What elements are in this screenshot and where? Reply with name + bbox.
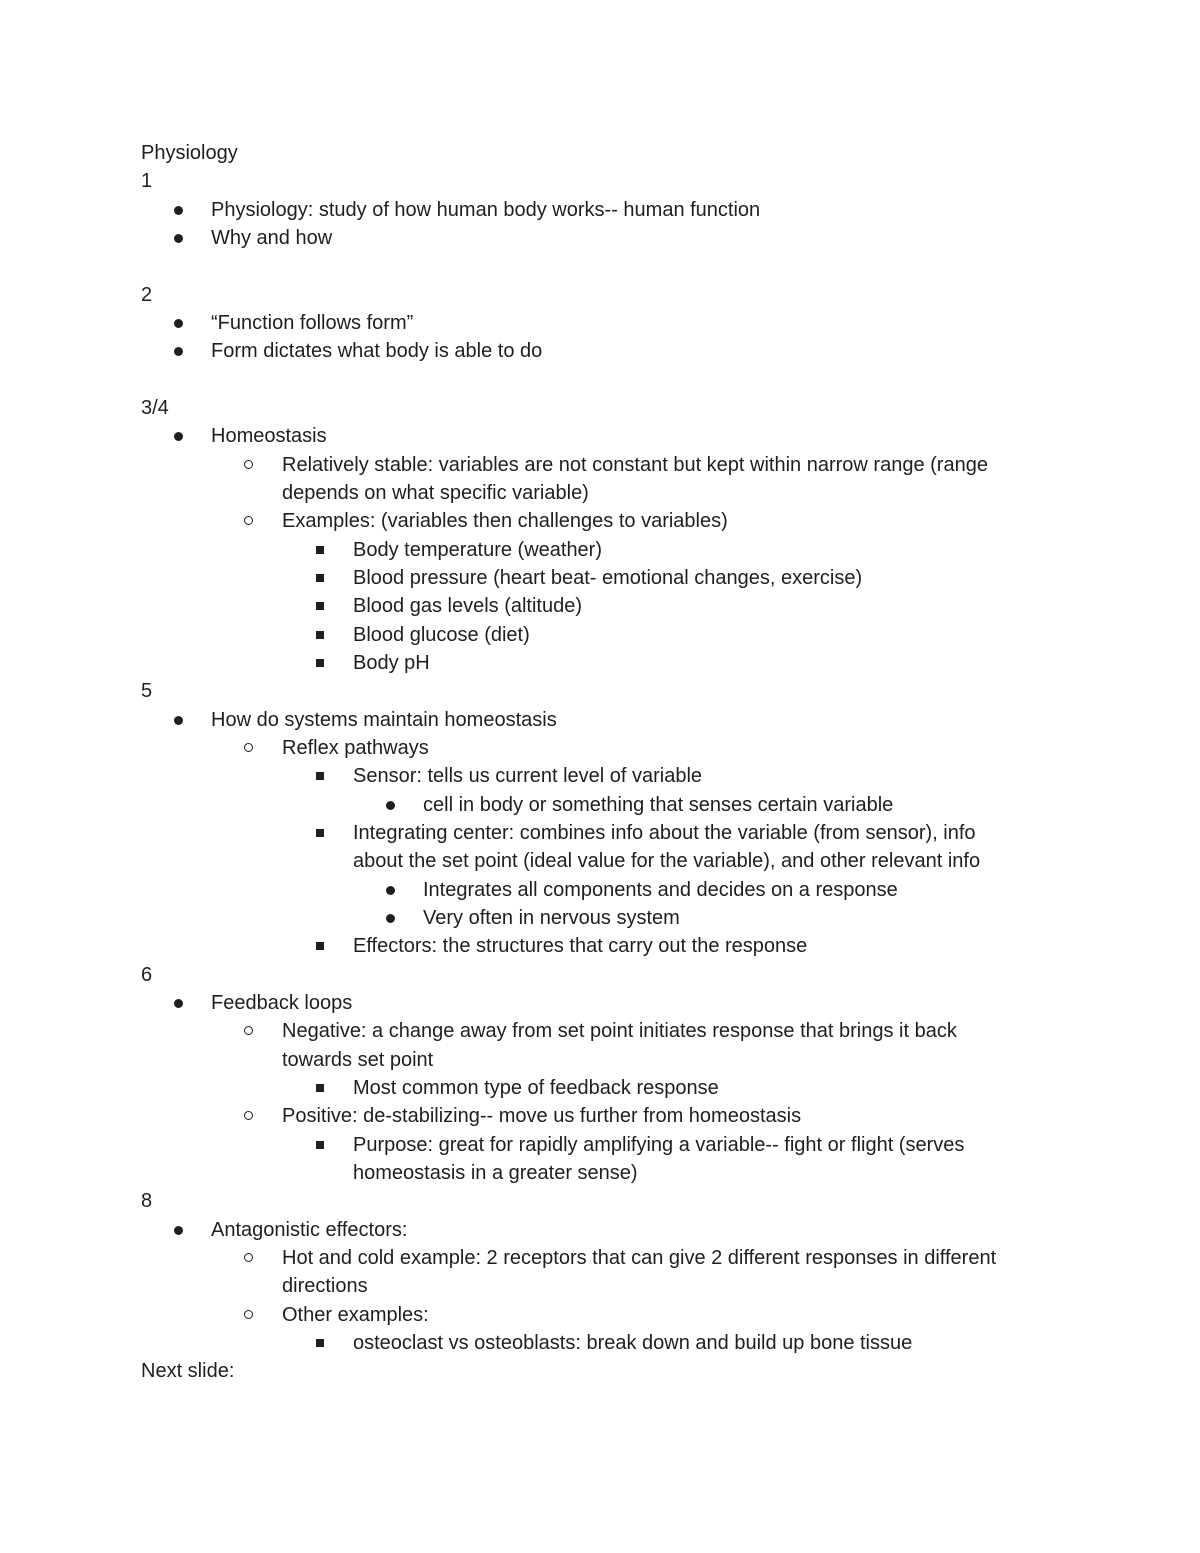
disc-bullet-icon bbox=[174, 234, 183, 243]
square-bullet-icon bbox=[316, 772, 324, 780]
disc-bullet-icon bbox=[174, 319, 183, 328]
hollow-bullet-icon bbox=[244, 1253, 253, 1262]
disc-bullet-icon bbox=[174, 206, 183, 215]
list-item-text: Blood pressure (heart beat- emotional changes, exercise) bbox=[353, 567, 863, 589]
list-item-text: “Function follows form” bbox=[211, 312, 414, 334]
list-item-text: Very often in nervous system bbox=[423, 907, 680, 929]
list-item-text: Homeostasis bbox=[211, 425, 327, 447]
square-bullet-icon bbox=[316, 829, 324, 837]
disc-bullet-icon bbox=[174, 716, 183, 725]
list-item-text: about the set point (ideal value for the variable), and other relevant info bbox=[353, 850, 981, 872]
list-item-text: Reflex pathways bbox=[282, 737, 429, 759]
list-item-text: homeostasis in a greater sense) bbox=[353, 1162, 638, 1184]
list-item-text: Body temperature (weather) bbox=[353, 539, 603, 561]
hollow-bullet-icon bbox=[244, 1111, 253, 1120]
list-item-text: Effectors: the structures that carry out the response bbox=[353, 935, 808, 957]
list-item-text: Integrates all components and decides on a response bbox=[423, 879, 898, 901]
list-item-text: Blood gas levels (altitude) bbox=[353, 595, 583, 617]
section-heading: 2 bbox=[141, 284, 153, 306]
list-item-text: towards set point bbox=[282, 1049, 434, 1071]
section-heading: 5 bbox=[141, 680, 153, 702]
square-bullet-icon bbox=[316, 546, 324, 554]
footer-text: Next slide: bbox=[141, 1360, 235, 1382]
hollow-bullet-icon bbox=[244, 743, 253, 752]
list-item-text: Negative: a change away from set point initiates response that brings it back bbox=[282, 1020, 957, 1042]
hollow-bullet-icon bbox=[244, 1026, 253, 1035]
disc-bullet-icon bbox=[386, 801, 395, 810]
square-bullet-icon bbox=[316, 1339, 324, 1347]
list-item-text: Feedback loops bbox=[211, 992, 353, 1014]
square-bullet-icon bbox=[316, 1084, 324, 1092]
square-bullet-icon bbox=[316, 574, 324, 582]
list-item-text: Most common type of feedback response bbox=[353, 1077, 719, 1099]
list-item-text: directions bbox=[282, 1275, 368, 1297]
list-item-text: Physiology: study of how human body works-- human function bbox=[211, 199, 761, 221]
list-item-text: Positive: de-stabilizing-- move us further from homeostasis bbox=[282, 1105, 802, 1127]
list-item-text: Body pH bbox=[353, 652, 430, 674]
section-heading: 1 bbox=[141, 170, 153, 192]
hollow-bullet-icon bbox=[244, 460, 253, 469]
disc-bullet-icon bbox=[174, 1226, 183, 1235]
section-heading: 3/4 bbox=[141, 397, 169, 419]
list-item-text: Other examples: bbox=[282, 1304, 429, 1326]
list-item-text: Form dictates what body is able to do bbox=[211, 340, 543, 362]
list-item-text: Antagonistic effectors: bbox=[211, 1219, 408, 1241]
disc-bullet-icon bbox=[386, 914, 395, 923]
list-item-text: Integrating center: combines info about the variable (from sensor), info bbox=[353, 822, 976, 844]
square-bullet-icon bbox=[316, 659, 324, 667]
list-item-text: Sensor: tells us current level of variable bbox=[353, 765, 703, 787]
square-bullet-icon bbox=[316, 602, 324, 610]
section-heading: 8 bbox=[141, 1190, 153, 1212]
hollow-bullet-icon bbox=[244, 1310, 253, 1319]
section-heading: 6 bbox=[141, 964, 153, 986]
disc-bullet-icon bbox=[174, 432, 183, 441]
list-item-text: How do systems maintain homeostasis bbox=[211, 709, 557, 731]
square-bullet-icon bbox=[316, 631, 324, 639]
square-bullet-icon bbox=[316, 942, 324, 950]
list-item-text: osteoclast vs osteoblasts: break down and build up bone tissue bbox=[353, 1332, 913, 1354]
list-item-text: Relatively stable: variables are not constant but kept within narrow range (range bbox=[282, 454, 988, 476]
list-item-text: Hot and cold example: 2 receptors that can give 2 different responses in different bbox=[282, 1247, 997, 1269]
disc-bullet-icon bbox=[386, 886, 395, 895]
document-title: Physiology bbox=[141, 142, 238, 164]
disc-bullet-icon bbox=[174, 999, 183, 1008]
list-item-text: Purpose: great for rapidly amplifying a variable-- fight or flight (serves bbox=[353, 1134, 965, 1156]
square-bullet-icon bbox=[316, 1141, 324, 1149]
list-item-text: depends on what specific variable) bbox=[282, 482, 589, 504]
list-item-text: Why and how bbox=[211, 227, 333, 249]
disc-bullet-icon bbox=[174, 347, 183, 356]
list-item-text: Blood glucose (diet) bbox=[353, 624, 530, 646]
hollow-bullet-icon bbox=[244, 516, 253, 525]
list-item-text: cell in body or something that senses certain variable bbox=[423, 794, 894, 816]
list-item-text: Examples: (variables then challenges to variables) bbox=[282, 510, 728, 532]
